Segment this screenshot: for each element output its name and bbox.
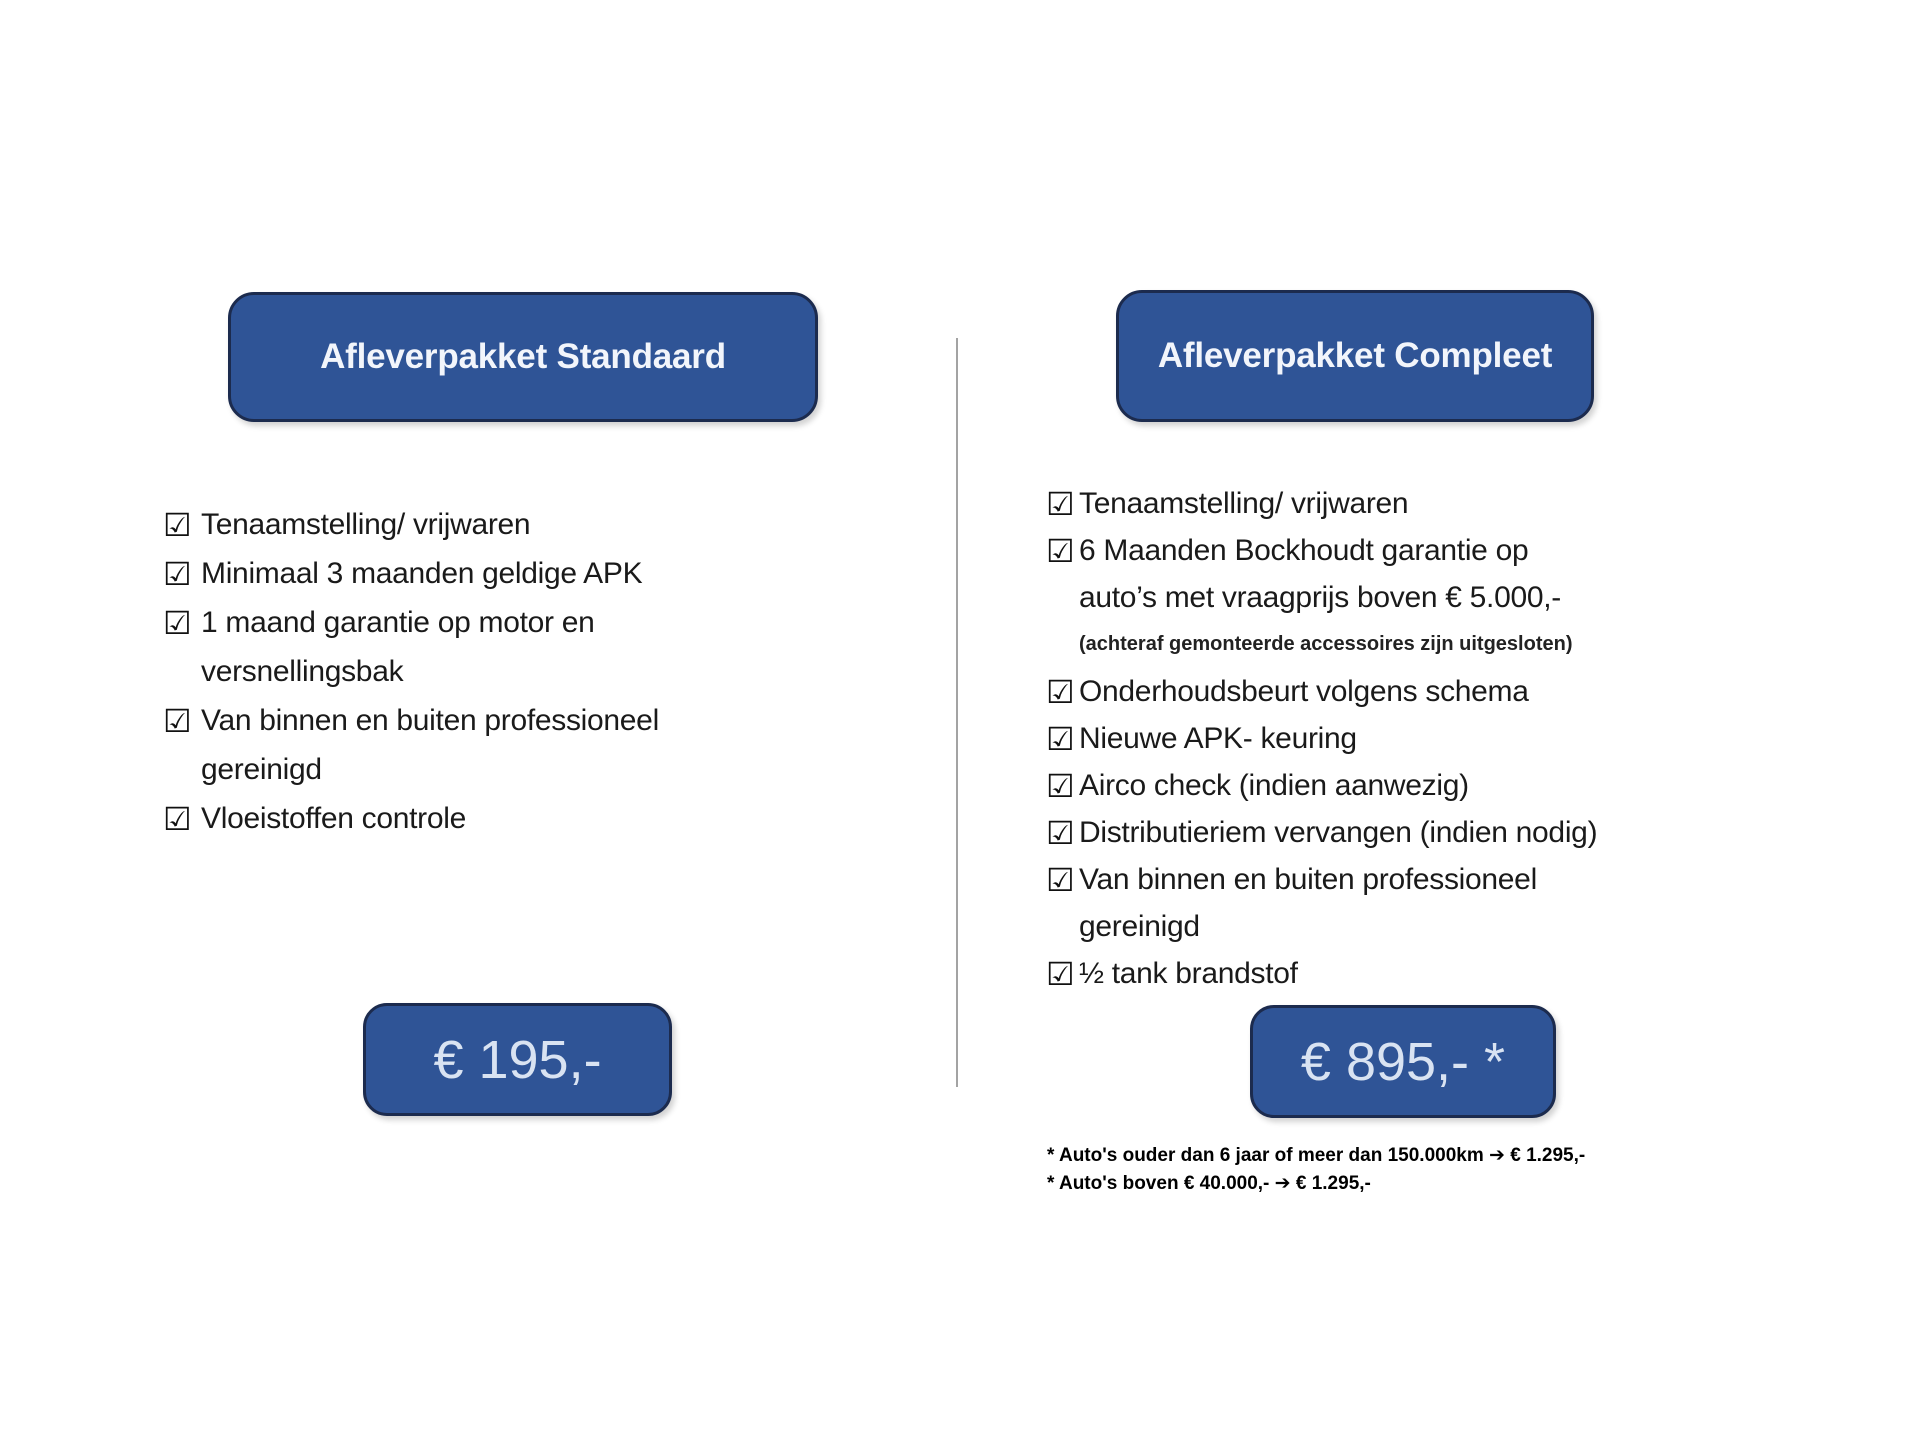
checklist-standaard <box>163 500 659 843</box>
checklist-item <box>1046 950 1597 997</box>
checklist-item-continuation <box>1046 574 1597 621</box>
checkbox-checked-icon: ☑ <box>1046 672 1075 711</box>
checklist-item-continuation <box>163 745 659 794</box>
checklist-item-label: Vloeistoffen controle <box>201 801 466 835</box>
checkbox-checked-icon: ☑ <box>1046 954 1075 993</box>
checklist-item <box>163 500 659 549</box>
checklist-item <box>163 598 659 647</box>
checklist-item-label: versnellingsbak <box>201 654 404 688</box>
checklist-item-label: 6 Maanden Bockhoudt garantie op <box>1079 533 1529 567</box>
checklist-item <box>1046 809 1597 856</box>
price-label: € 195,- <box>433 1029 602 1090</box>
checklist-item-label: Distributieriem vervangen (indien nodig) <box>1079 815 1598 849</box>
checkbox-checked-icon: ☑ <box>163 799 192 838</box>
checkbox-checked-icon: ☑ <box>163 603 192 642</box>
footnotes <box>1047 1142 1585 1198</box>
checklist-compleet <box>1046 480 1597 997</box>
package-header-standaard <box>228 292 818 422</box>
checklist-item-label: ½ tank brandstof <box>1079 956 1298 990</box>
checkbox-checked-icon: ☑ <box>163 701 192 740</box>
price-badge-standaard <box>363 1003 672 1116</box>
checkbox-checked-icon: ☑ <box>163 505 192 544</box>
checklist-note-label: (achteraf gemonteerde accessoires zijn uitgesloten) <box>1079 633 1573 655</box>
package-title: Afleverpakket Compleet <box>1157 336 1553 375</box>
checklist-item-label: Nieuwe APK- keuring <box>1079 721 1357 755</box>
package-title: Afleverpakket Standaard <box>320 337 726 376</box>
price-label: € 895,- * <box>1300 1031 1506 1092</box>
checkbox-checked-icon: ☑ <box>163 554 192 593</box>
checklist-item-label: Van binnen en buiten professioneel <box>201 703 659 737</box>
checklist-item-label: Onderhoudsbeurt volgens schema <box>1079 674 1529 708</box>
checklist-item-label: Airco check (indien aanwezig) <box>1079 768 1469 802</box>
checklist-item <box>163 794 659 843</box>
checklist-item <box>1046 762 1597 809</box>
checkbox-checked-icon: ☑ <box>1046 860 1075 899</box>
footnote: * Auto's ouder dan 6 jaar of meer dan 150.000km ➔ € 1.295,- <box>1047 1145 1586 1166</box>
checkbox-checked-icon: ☑ <box>1046 719 1075 758</box>
column-divider <box>956 338 958 1087</box>
checklist-item <box>163 696 659 745</box>
checklist-item-label: auto’s met vraagprijs boven € 5.000,- <box>1079 580 1561 614</box>
checklist-item-label: Tenaamstelling/ vrijwaren <box>1079 486 1409 520</box>
checklist-item-label: Minimaal 3 maanden geldige APK <box>201 556 643 590</box>
footnote: * Auto's boven € 40.000,- ➔ € 1.295,- <box>1047 1173 1371 1194</box>
checklist-item <box>163 549 659 598</box>
checklist-item-label: 1 maand garantie op motor en <box>201 605 595 639</box>
checklist-item <box>1046 715 1597 762</box>
checklist-item <box>1046 527 1597 574</box>
checkbox-checked-icon: ☑ <box>1046 813 1075 852</box>
checklist-item-continuation <box>1046 903 1597 950</box>
package-header-compleet <box>1116 290 1594 422</box>
checklist-item-label: gereinigd <box>201 752 322 786</box>
checkbox-checked-icon: ☑ <box>1046 531 1075 570</box>
price-badge-compleet <box>1250 1005 1556 1118</box>
checklist-item-note <box>1046 621 1597 668</box>
checklist-item <box>1046 480 1597 527</box>
checklist-item-label: gereinigd <box>1079 909 1200 943</box>
checkbox-checked-icon: ☑ <box>1046 766 1075 805</box>
checklist-item <box>1046 668 1597 715</box>
checkbox-checked-icon: ☑ <box>1046 484 1075 523</box>
checklist-item-label: Van binnen en buiten professioneel <box>1079 862 1537 896</box>
checklist-item-label: Tenaamstelling/ vrijwaren <box>201 507 531 541</box>
checklist-item-continuation <box>163 647 659 696</box>
checklist-item <box>1046 856 1597 903</box>
